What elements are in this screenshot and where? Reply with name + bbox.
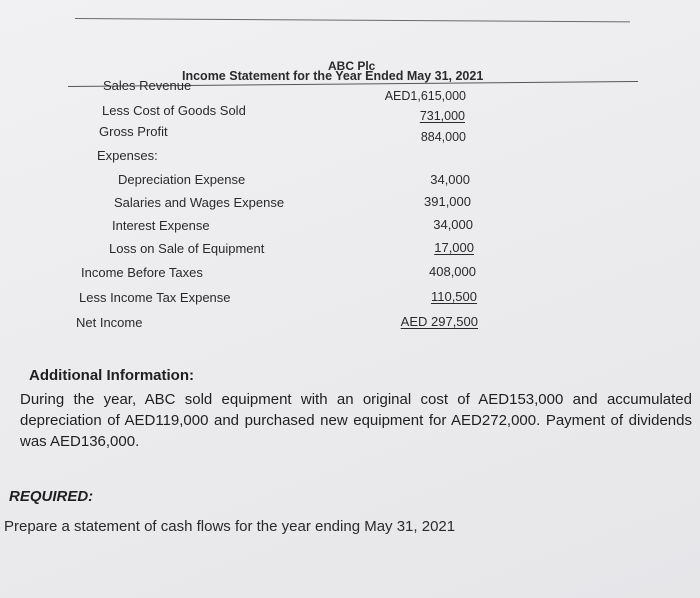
net-income-value: AED 297,500	[400, 314, 478, 329]
depreciation-value: 34,000	[430, 172, 470, 187]
income-tax-label: Less Income Tax Expense	[79, 290, 231, 305]
loss-sale-label: Loss on Sale of Equipment	[109, 241, 265, 256]
gross-profit-label: Gross Profit	[99, 124, 168, 139]
income-tax-value: 110,500	[430, 289, 477, 304]
required-heading: REQUIRED:	[9, 488, 94, 505]
company-name: ABC Plc	[328, 59, 376, 73]
top-rule	[75, 18, 630, 22]
loss-sale-value: 17,000	[434, 240, 474, 255]
cogs-label: Less Cost of Goods Sold	[102, 103, 246, 118]
sales-revenue-value: AED1,615,000	[384, 89, 466, 103]
cogs-value: 731,000	[419, 109, 465, 123]
gross-profit-value: 884,000	[420, 130, 466, 144]
income-before-tax-label: Income Before Taxes	[81, 265, 203, 280]
salaries-label: Salaries and Wages Expense	[114, 195, 285, 210]
depreciation-label: Depreciation Expense	[118, 172, 246, 187]
additional-info-heading: Additional Information:	[29, 367, 194, 384]
salaries-value: 391,000	[424, 194, 471, 209]
additional-info-text: During the year, ABC sold equipment with an original cost of AED153,000 and accumulated depreciation of AED119,000 and purchased new equipment for AED272,000. Payment of dividends was AED136,000.	[20, 391, 692, 450]
interest-value: 34,000	[433, 217, 473, 232]
statement-title: Income Statement for the Year Ended May 31, 2021	[182, 69, 484, 83]
expenses-header: Expenses:	[97, 148, 158, 163]
required-text: Prepare a statement of cash flows for the year ending May 31, 2021	[4, 518, 456, 535]
interest-label: Interest Expense	[112, 218, 210, 233]
sales-revenue-label: Sales Revenue	[103, 78, 192, 93]
net-income-label: Net Income	[76, 315, 143, 330]
income-before-tax-value: 408,000	[429, 264, 476, 279]
